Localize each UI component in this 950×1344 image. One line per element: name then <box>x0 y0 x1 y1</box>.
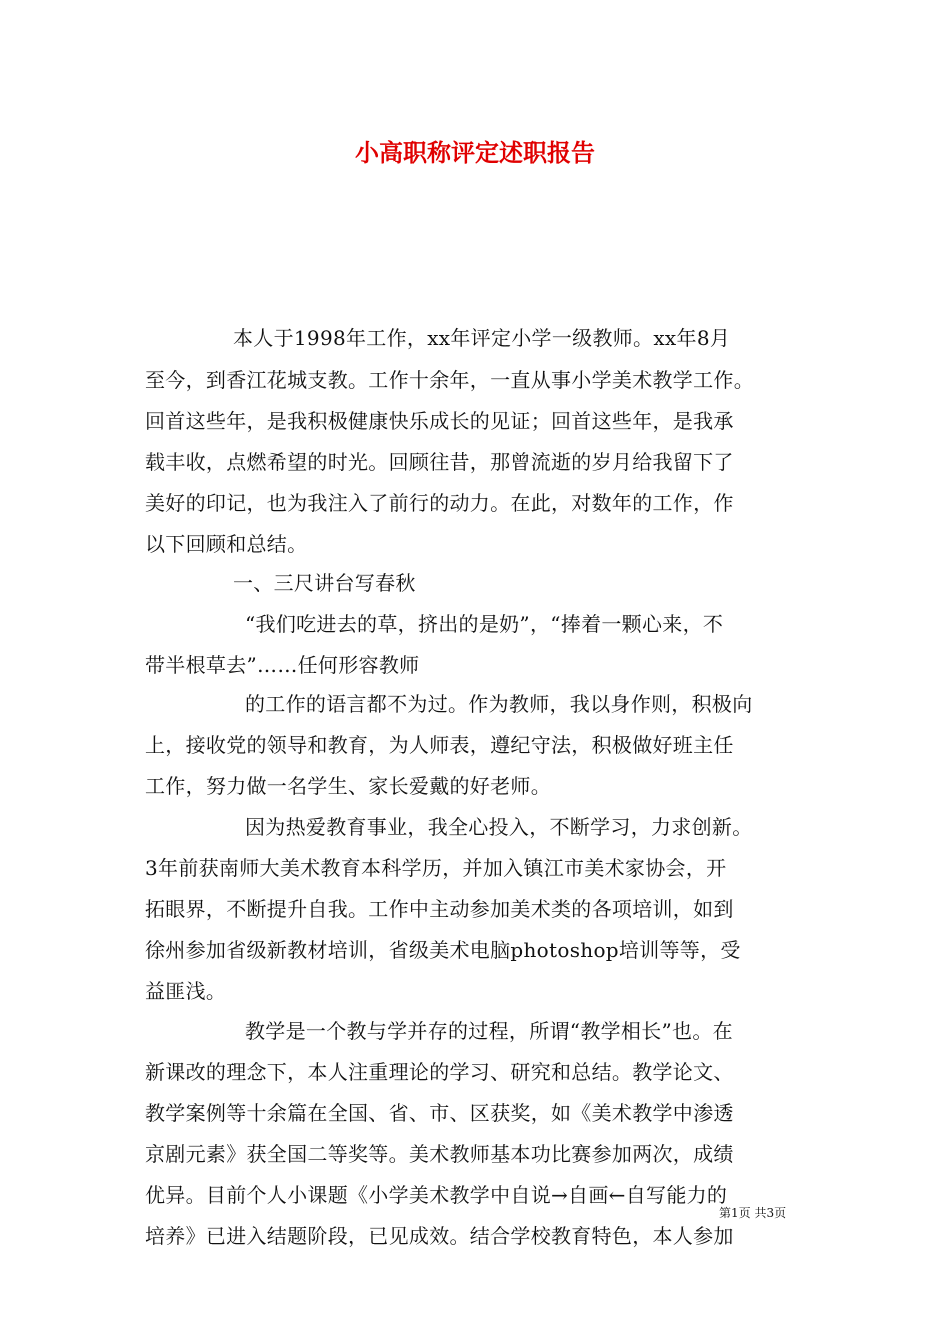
body-line-5: 美好的印记，也为我注入了前行的动力。在此，对数年的工作，作 <box>145 491 734 515</box>
body-line-17: 益匪浅。 <box>145 979 227 1003</box>
body-line-11: 上，接收党的领导和教育，为人师表，遵纪守法，积极做好班主任 <box>145 733 734 757</box>
body-line-6: 以下回顾和总结。 <box>145 532 308 556</box>
body-line-1: 本人于1998年工作，xx年评定小学一级教师。xx年8月 <box>233 326 731 350</box>
section-heading: 一、三尺讲台写春秋 <box>233 571 416 595</box>
body-line-18: 教学是一个教与学并存的过程，所谓“教学相长”也。在 <box>245 1019 733 1043</box>
body-line-3: 回首这些年，是我积极健康快乐成长的见证；回首这些年，是我承 <box>145 409 734 433</box>
body-line-13: 因为热爱教育事业，我全心投入，不断学习，力求创新。 <box>245 815 753 839</box>
body-line-21: 京剧元素》获全国二等奖等。美术教师基本功比赛参加两次，成绩 <box>145 1142 734 1166</box>
page-number-footer: 第1页 共3页 <box>719 1206 787 1220</box>
body-line-20: 教学案例等十余篇在全国、省、市、区获奖，如《美术教学中渗透 <box>145 1101 734 1125</box>
body-line-2: 至今，到香江花城支教。工作十余年，一直从事小学美术教学工作。 <box>145 368 754 392</box>
body-line-22: 优异。目前个人小课题《小学美术教学中自说→自画←自写能力的 <box>145 1183 728 1207</box>
body-line-23: 培养》已进入结题阶段，已见成效。结合学校教育特色，本人参加 <box>145 1224 734 1248</box>
body-line-4: 载丰收，点燃希望的时光。回顾往昔，那曾流逝的岁月给我留下了 <box>145 450 734 474</box>
body-line-19: 新课改的理念下，本人注重理论的学习、研究和总结。教学论文、 <box>145 1060 734 1084</box>
body-line-15: 拓眼界，不断提升自我。工作中主动参加美术类的各项培训，如到 <box>145 897 734 921</box>
body-line-14: 3年前获南师大美术教育本科学历，并加入镇江市美术家协会，开 <box>145 856 727 880</box>
document-title: 小高职称评定述职报告 <box>355 138 595 167</box>
body-line-8: “我们吃进去的草，挤出的是奶”，“捧着一颗心来，不 <box>245 612 724 636</box>
body-line-16: 徐州参加省级新教材培训，省级美术电脑photoshop培训等等，受 <box>145 938 741 962</box>
body-line-12: 工作，努力做一名学生、家长爱戴的好老师。 <box>145 774 551 798</box>
body-line-10: 的工作的语言都不为过。作为教师，我以身作则，积极向 <box>245 692 753 716</box>
body-line-9: 带半根草去”……任何形容教师 <box>145 653 420 677</box>
